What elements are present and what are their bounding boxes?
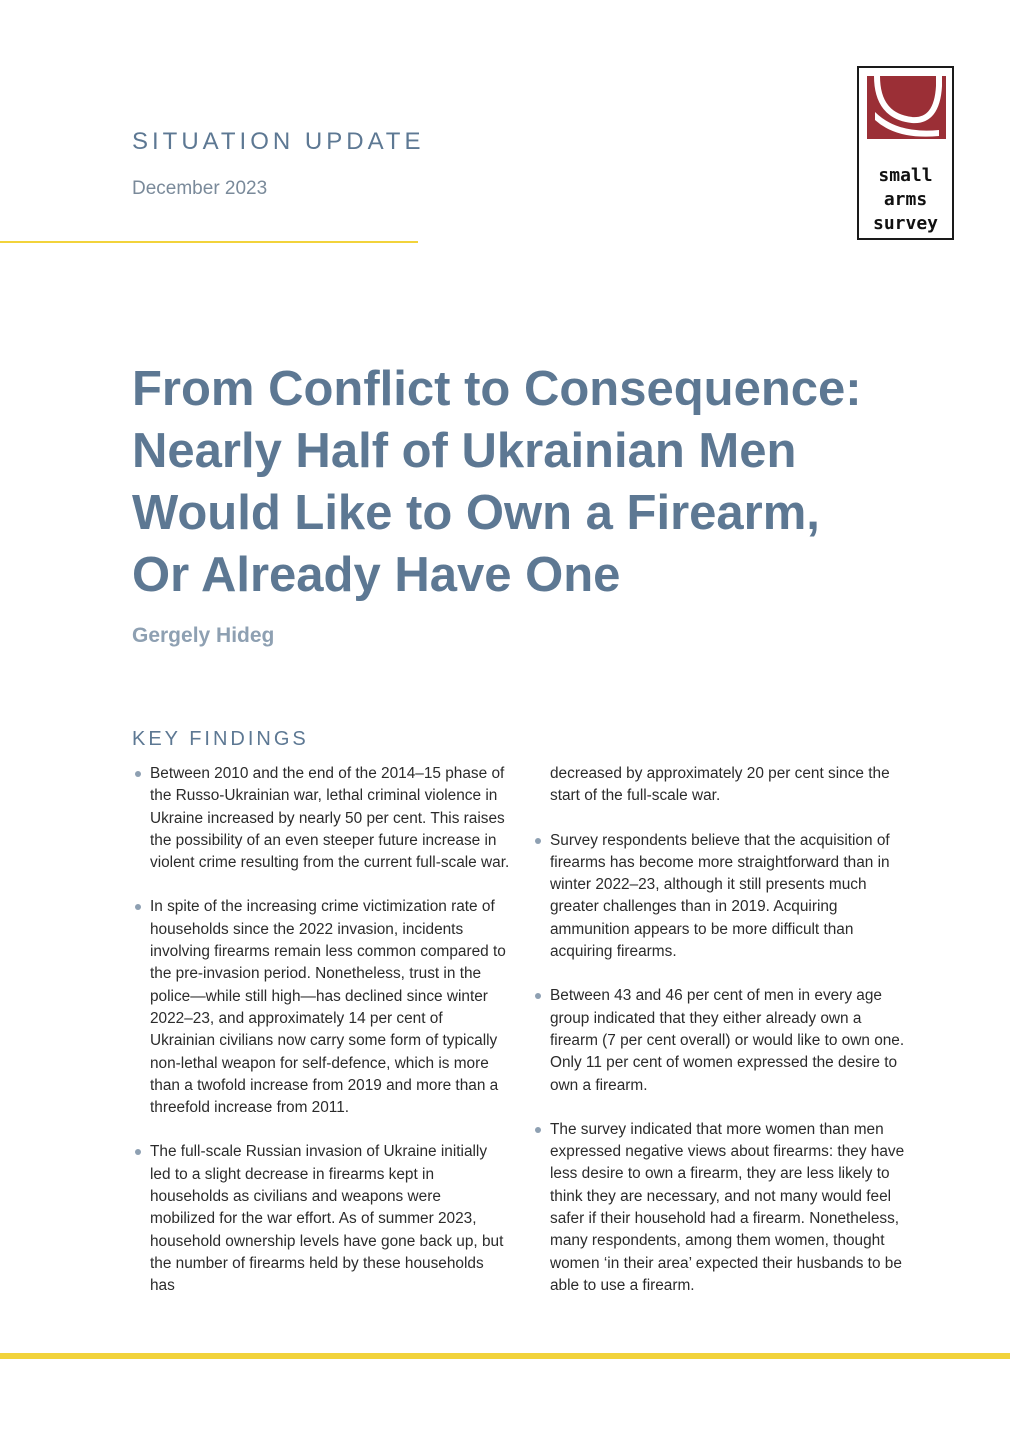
report-title — [132, 358, 892, 606]
title-line: Nearly Half of Ukrainian Men — [132, 424, 797, 478]
title-line: Would Like to Own a Firearm, — [132, 486, 820, 540]
logo-line-survey: survey — [872, 213, 939, 234]
small-arms-survey-logo-icon — [867, 76, 946, 156]
finding-bullet: Survey respondents believe that the acquisition of firearms has become more straightforward than in winter 2022–23, although it still presents much greater challenges than in 2019. Acquiring ammunition appears to be more difficult than acquiring firearms. — [550, 830, 910, 964]
key-findings-right-column — [550, 763, 910, 1319]
document-type-label: SITUATION UPDATE — [132, 128, 425, 155]
finding-bullet: The survey indicated that more women than men expressed negative views about firearms: they have less desire to own a firearm, they are less likely to think they are necessary, and not many would feel safer if their household had a firearm. Nonetheless, many respondents, among them women, thought women ‘in their area’ expected their husbands to be able to use a firearm. — [550, 1119, 910, 1297]
finding-bullet: Between 2010 and the end of the 2014–15 phase of the Russo-Ukrainian war, lethal criminal violence in Ukraine increased by nearly 50 per cent. This raises the possibility of an even steeper future increase in violent crime resulting from the current full-scale war. — [150, 763, 510, 874]
publication-date: December 2023 — [132, 178, 268, 199]
logo-line-arms: arms — [883, 189, 928, 210]
author-name: Gergely Hideg — [132, 624, 275, 647]
key-findings-heading: KEY FINDINGS — [132, 728, 309, 750]
finding-bullet: The full-scale Russian invasion of Ukraine initially led to a slight decrease in firearms kept in households as civilians and weapons were mobilized for the war effort. As of summer 2023, household ownership levels have gone back up, but the number of firearms held by these households has — [150, 1141, 510, 1297]
footer-divider — [0, 1353, 1010, 1359]
title-line: Or Already Have One — [132, 548, 621, 602]
finding-bullet: In spite of the increasing crime victimization rate of households since the 2022 invasion, incidents involving firearms remain less common compared to the pre-invasion period. Nonetheless, trust in the police—while still high—has declined since winter 2022–23, and approximately 14 per cent of Ukrainian civilians now carry some form of typically non-lethal weapon for self-defence, which is more than a twofold increase from 2019 and more than a threefold increase from 2011. — [150, 896, 510, 1119]
finding-continuation: decreased by approximately 20 per cent since the start of the full-scale war. — [550, 765, 890, 805]
logo-line-small: small — [878, 165, 933, 186]
logo-wordmark — [859, 164, 952, 236]
key-findings-left-column — [150, 763, 510, 1320]
title-line: From Conflict to Consequence: — [132, 362, 862, 416]
small-arms-survey-logo — [857, 66, 954, 240]
finding-bullet: Between 43 and 46 per cent of men in every age group indicated that they either already own a firearm (7 per cent overall) or would like to own one. Only 11 per cent of women expressed the desire to own a firearm. — [550, 985, 910, 1096]
header-divider — [0, 241, 418, 243]
